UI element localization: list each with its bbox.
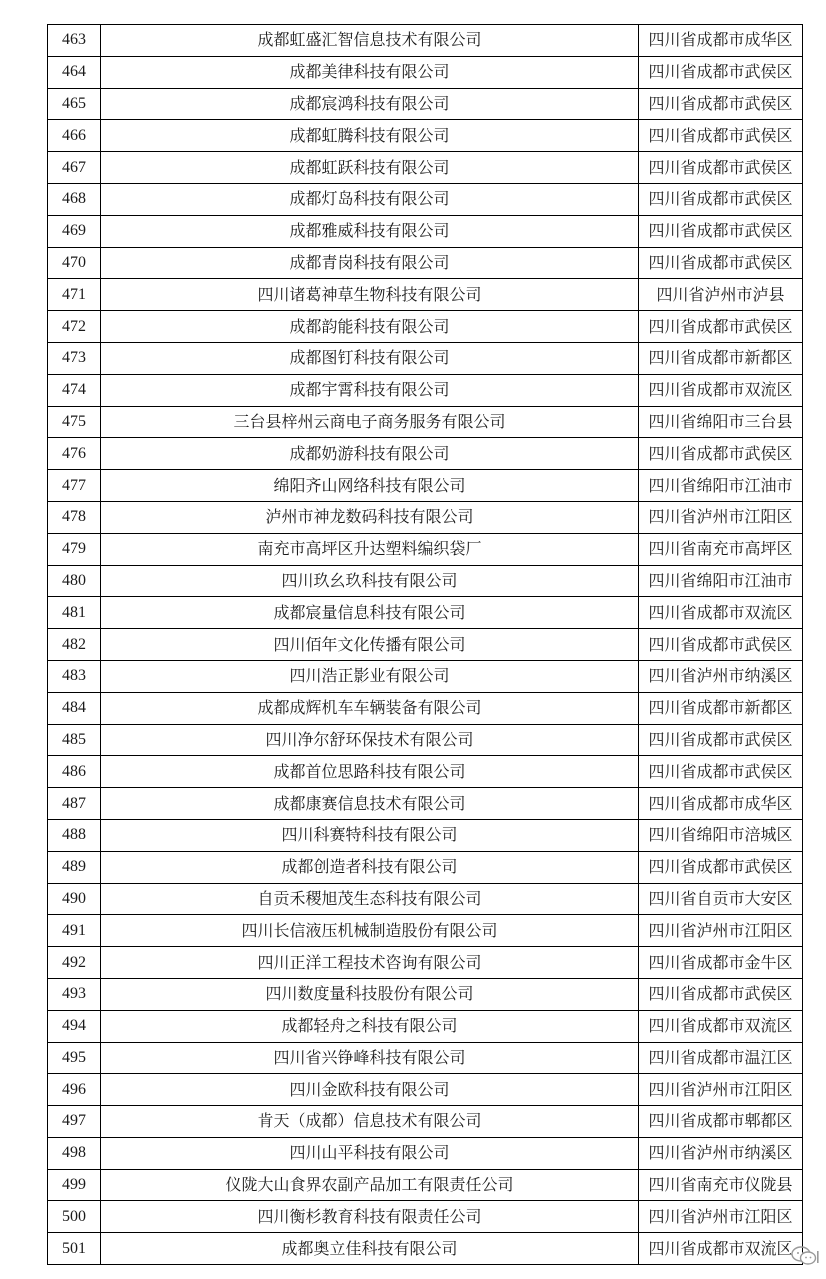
wechat-icon: [790, 1245, 820, 1267]
company-location: 四川省泸州市江阳区: [639, 1201, 803, 1233]
company-name: 成都成辉机车车辆装备有限公司: [101, 692, 639, 724]
company-location: 四川省成都市武侯区: [639, 724, 803, 756]
table-row: [48, 1169, 803, 1201]
row-number: 475: [48, 406, 101, 438]
company-name: 成都虹跃科技有限公司: [101, 152, 639, 184]
table-row: [48, 660, 803, 692]
company-location: 四川省成都市双流区: [639, 1233, 803, 1265]
company-name: 四川正洋工程技术咨询有限公司: [101, 947, 639, 979]
company-name: 成都创造者科技有限公司: [101, 851, 639, 883]
company-name: 四川长信液压机械制造股份有限公司: [101, 915, 639, 947]
table-row: [48, 533, 803, 565]
company-name: 四川浩正影业有限公司: [101, 660, 639, 692]
row-number: 491: [48, 915, 101, 947]
company-location: 四川省泸州市江阳区: [639, 501, 803, 533]
row-number: 484: [48, 692, 101, 724]
company-name: 绵阳齐山网络科技有限公司: [101, 470, 639, 502]
company-name: 自贡禾稷旭茂生态科技有限公司: [101, 883, 639, 915]
row-number: 486: [48, 756, 101, 788]
company-location: 四川省泸州市江阳区: [639, 915, 803, 947]
company-location: 四川省泸州市纳溪区: [639, 1137, 803, 1169]
table-row: [48, 342, 803, 374]
table-row: [48, 1042, 803, 1074]
table-row: [48, 88, 803, 120]
company-location: 四川省泸州市泸县: [639, 279, 803, 311]
company-location: 四川省绵阳市江油市: [639, 565, 803, 597]
row-number: 470: [48, 247, 101, 279]
company-name: 四川玖幺玖科技有限公司: [101, 565, 639, 597]
row-number: 494: [48, 1010, 101, 1042]
table-row: [48, 183, 803, 215]
table-row: [48, 470, 803, 502]
table-row: [48, 279, 803, 311]
company-location: 四川省成都市武侯区: [639, 183, 803, 215]
table-row: [48, 947, 803, 979]
table-row: [48, 56, 803, 88]
company-location: 四川省成都市武侯区: [639, 978, 803, 1010]
company-name: 成都虹腾科技有限公司: [101, 120, 639, 152]
row-number: 479: [48, 533, 101, 565]
row-number: 481: [48, 597, 101, 629]
table-row: [48, 1106, 803, 1138]
company-name: 成都雅威科技有限公司: [101, 215, 639, 247]
company-name: 四川净尔舒环保技术有限公司: [101, 724, 639, 756]
table-row: [48, 692, 803, 724]
row-number: 496: [48, 1074, 101, 1106]
company-location: 四川省成都市新都区: [639, 342, 803, 374]
table-row: [48, 215, 803, 247]
company-name: 成都首位思路科技有限公司: [101, 756, 639, 788]
company-location: 四川省成都市武侯区: [639, 756, 803, 788]
company-location: 四川省成都市武侯区: [639, 152, 803, 184]
company-name: 成都韵能科技有限公司: [101, 311, 639, 343]
row-number: 498: [48, 1137, 101, 1169]
row-number: 465: [48, 88, 101, 120]
company-location: 四川省南充市高坪区: [639, 533, 803, 565]
table-row: [48, 1233, 803, 1265]
row-number: 501: [48, 1233, 101, 1265]
company-name: 四川诸葛神草生物科技有限公司: [101, 279, 639, 311]
company-location: 四川省绵阳市江油市: [639, 470, 803, 502]
row-number: 473: [48, 342, 101, 374]
company-list-table: [47, 24, 803, 1265]
company-location: 四川省成都市双流区: [639, 597, 803, 629]
company-location: 四川省泸州市江阳区: [639, 1074, 803, 1106]
table-body: [48, 25, 803, 1265]
table-row: [48, 247, 803, 279]
company-name: 四川佰年文化传播有限公司: [101, 629, 639, 661]
company-name: 四川山平科技有限公司: [101, 1137, 639, 1169]
company-location: 四川省成都市武侯区: [639, 215, 803, 247]
company-name: 四川数度量科技股份有限公司: [101, 978, 639, 1010]
row-number: 488: [48, 819, 101, 851]
table-row: [48, 311, 803, 343]
table-row: [48, 883, 803, 915]
company-location: 四川省成都市武侯区: [639, 311, 803, 343]
row-number: 466: [48, 120, 101, 152]
company-location: 四川省成都市郫都区: [639, 1106, 803, 1138]
company-location: 四川省成都市双流区: [639, 374, 803, 406]
company-location: 四川省成都市温江区: [639, 1042, 803, 1074]
row-number: 490: [48, 883, 101, 915]
company-name: 四川衡杉教育科技有限责任公司: [101, 1201, 639, 1233]
table-row: [48, 1137, 803, 1169]
row-number: 469: [48, 215, 101, 247]
row-number: 471: [48, 279, 101, 311]
company-name: 四川科赛特科技有限公司: [101, 819, 639, 851]
company-location: 四川省成都市成华区: [639, 788, 803, 820]
row-number: 477: [48, 470, 101, 502]
company-location: 四川省成都市武侯区: [639, 438, 803, 470]
row-number: 495: [48, 1042, 101, 1074]
company-location: 四川省成都市武侯区: [639, 88, 803, 120]
company-name: 成都奥立佳科技有限公司: [101, 1233, 639, 1265]
company-name: 成都康赛信息技术有限公司: [101, 788, 639, 820]
company-location: 四川省自贡市大安区: [639, 883, 803, 915]
company-location: 四川省绵阳市涪城区: [639, 819, 803, 851]
table-row: [48, 1074, 803, 1106]
table-row: [48, 788, 803, 820]
row-number: 489: [48, 851, 101, 883]
company-name: 成都奶游科技有限公司: [101, 438, 639, 470]
company-location: 四川省成都市武侯区: [639, 247, 803, 279]
row-number: 480: [48, 565, 101, 597]
table-row: [48, 819, 803, 851]
company-location: 四川省成都市武侯区: [639, 851, 803, 883]
company-name: 成都青岗科技有限公司: [101, 247, 639, 279]
company-name: 四川省兴铮峰科技有限公司: [101, 1042, 639, 1074]
row-number: 499: [48, 1169, 101, 1201]
company-name: 成都图钉科技有限公司: [101, 342, 639, 374]
row-number: 474: [48, 374, 101, 406]
company-location: 四川省成都市武侯区: [639, 56, 803, 88]
table-row: [48, 1010, 803, 1042]
table-row: [48, 25, 803, 57]
row-number: 478: [48, 501, 101, 533]
company-location: 四川省成都市成华区: [639, 25, 803, 57]
table-row: [48, 978, 803, 1010]
company-location: 四川省绵阳市三台县: [639, 406, 803, 438]
table-row: [48, 915, 803, 947]
table-row: [48, 724, 803, 756]
company-name: 成都宸鸿科技有限公司: [101, 88, 639, 120]
row-number: 497: [48, 1106, 101, 1138]
row-number: 472: [48, 311, 101, 343]
company-name: 四川金欧科技有限公司: [101, 1074, 639, 1106]
company-location: 四川省成都市武侯区: [639, 120, 803, 152]
row-number: 476: [48, 438, 101, 470]
row-number: 468: [48, 183, 101, 215]
table-row: [48, 152, 803, 184]
row-number: 483: [48, 660, 101, 692]
row-number: 500: [48, 1201, 101, 1233]
company-location: 四川省泸州市纳溪区: [639, 660, 803, 692]
company-name: 成都宇霄科技有限公司: [101, 374, 639, 406]
table-row: [48, 851, 803, 883]
company-name: 成都虹盛汇智信息技术有限公司: [101, 25, 639, 57]
row-number: 492: [48, 947, 101, 979]
company-name: 肯天（成都）信息技术有限公司: [101, 1106, 639, 1138]
table-row: [48, 438, 803, 470]
company-location: 四川省成都市新都区: [639, 692, 803, 724]
company-location: 四川省成都市双流区: [639, 1010, 803, 1042]
company-name: 成都轻舟之科技有限公司: [101, 1010, 639, 1042]
row-number: 493: [48, 978, 101, 1010]
company-location: 四川省成都市金牛区: [639, 947, 803, 979]
table-row: [48, 629, 803, 661]
row-number: 487: [48, 788, 101, 820]
company-location: 四川省成都市武侯区: [639, 629, 803, 661]
table-row: [48, 120, 803, 152]
table-row: [48, 1201, 803, 1233]
row-number: 463: [48, 25, 101, 57]
row-number: 467: [48, 152, 101, 184]
table-row: [48, 597, 803, 629]
table-row: [48, 406, 803, 438]
company-location: 四川省南充市仪陇县: [639, 1169, 803, 1201]
company-name: 成都宸量信息科技有限公司: [101, 597, 639, 629]
table-row: [48, 756, 803, 788]
company-name: 三台县梓州云商电子商务服务有限公司: [101, 406, 639, 438]
company-name: 南充市高坪区升达塑料编织袋厂: [101, 533, 639, 565]
row-number: 485: [48, 724, 101, 756]
table-row: [48, 374, 803, 406]
table-row: [48, 501, 803, 533]
row-number: 464: [48, 56, 101, 88]
company-name: 泸州市神龙数码科技有限公司: [101, 501, 639, 533]
company-name: 仪陇大山食界农副产品加工有限责任公司: [101, 1169, 639, 1201]
company-name: 成都美律科技有限公司: [101, 56, 639, 88]
company-name: 成都灯岛科技有限公司: [101, 183, 639, 215]
row-number: 482: [48, 629, 101, 661]
table-row: [48, 565, 803, 597]
